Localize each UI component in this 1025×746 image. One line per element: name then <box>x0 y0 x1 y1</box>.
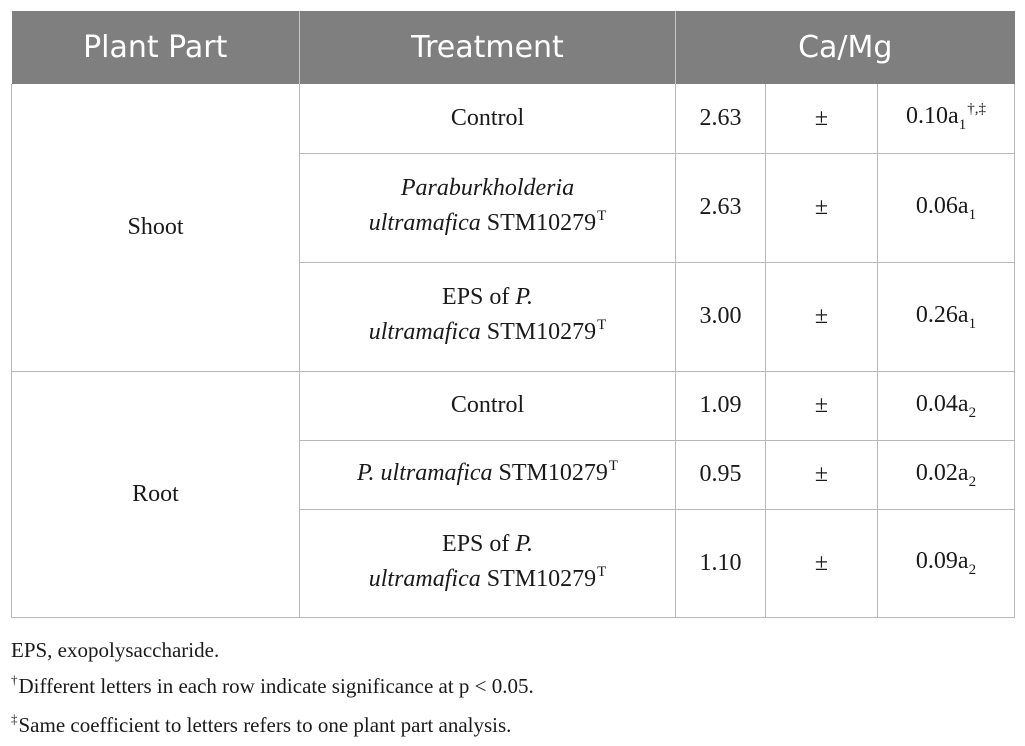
footnote-dagger: †Different letters in each row indicate significance at p < 0.05. <box>11 672 534 698</box>
results-table-container <box>11 11 1014 618</box>
mean-cell: 0.95 <box>676 440 766 509</box>
plus-minus-cell: ± <box>766 371 878 440</box>
treatment-cell: EPS of P. ultramafica $STM10279^T$ <box>300 262 676 371</box>
treatment-cell: EPS of P. ultramafica $STM10279^T$ <box>300 509 676 617</box>
header-plant-part: Plant Part <box>12 11 300 84</box>
table-row <box>12 84 1015 153</box>
table-header-row <box>12 11 1015 84</box>
footnote-double-dagger: ‡Same coefficient to letters refers to one plant part analysis. <box>11 711 512 737</box>
table-row <box>12 371 1015 440</box>
plus-minus-cell: ± <box>766 509 878 617</box>
footnote-abbreviation: EPS, exopolysaccharide. <box>11 638 220 662</box>
mean-cell: 3.00 <box>676 262 766 371</box>
sd-cell: $0.06a_1$ <box>878 153 1015 262</box>
sd-cell: $0.10a_1^{\dagger,\ddagger}$ <box>878 84 1015 153</box>
plus-minus-cell: ± <box>766 153 878 262</box>
sd-cell: $0.04a_2$ <box>878 371 1015 440</box>
ca-mg-ratio-table <box>11 11 1015 618</box>
sd-cell: $0.09a_2$ <box>878 509 1015 617</box>
mean-cell: 2.63 <box>676 153 766 262</box>
treatment-cell: Control <box>300 84 676 153</box>
mean-cell: 1.10 <box>676 509 766 617</box>
plus-minus-cell: ± <box>766 440 878 509</box>
sd-cell: $0.02a_2$ <box>878 440 1015 509</box>
header-ca-mg: Ca/Mg <box>676 11 1015 84</box>
header-treatment: Treatment <box>300 11 676 84</box>
plant-part-cell: Root <box>12 371 300 617</box>
sd-cell: $0.26a_1$ <box>878 262 1015 371</box>
plus-minus-cell: ± <box>766 84 878 153</box>
mean-cell: 2.63 <box>676 84 766 153</box>
table-footnotes <box>11 632 534 746</box>
treatment-cell: P. ultramafica $STM10279^T$ <box>300 440 676 509</box>
treatment-cell: Paraburkholderia ultramafica $STM10279^T$ <box>300 153 676 262</box>
plant-part-cell: Shoot <box>12 84 300 371</box>
treatment-cell: Control <box>300 371 676 440</box>
mean-cell: 1.09 <box>676 371 766 440</box>
plus-minus-cell: ± <box>766 262 878 371</box>
